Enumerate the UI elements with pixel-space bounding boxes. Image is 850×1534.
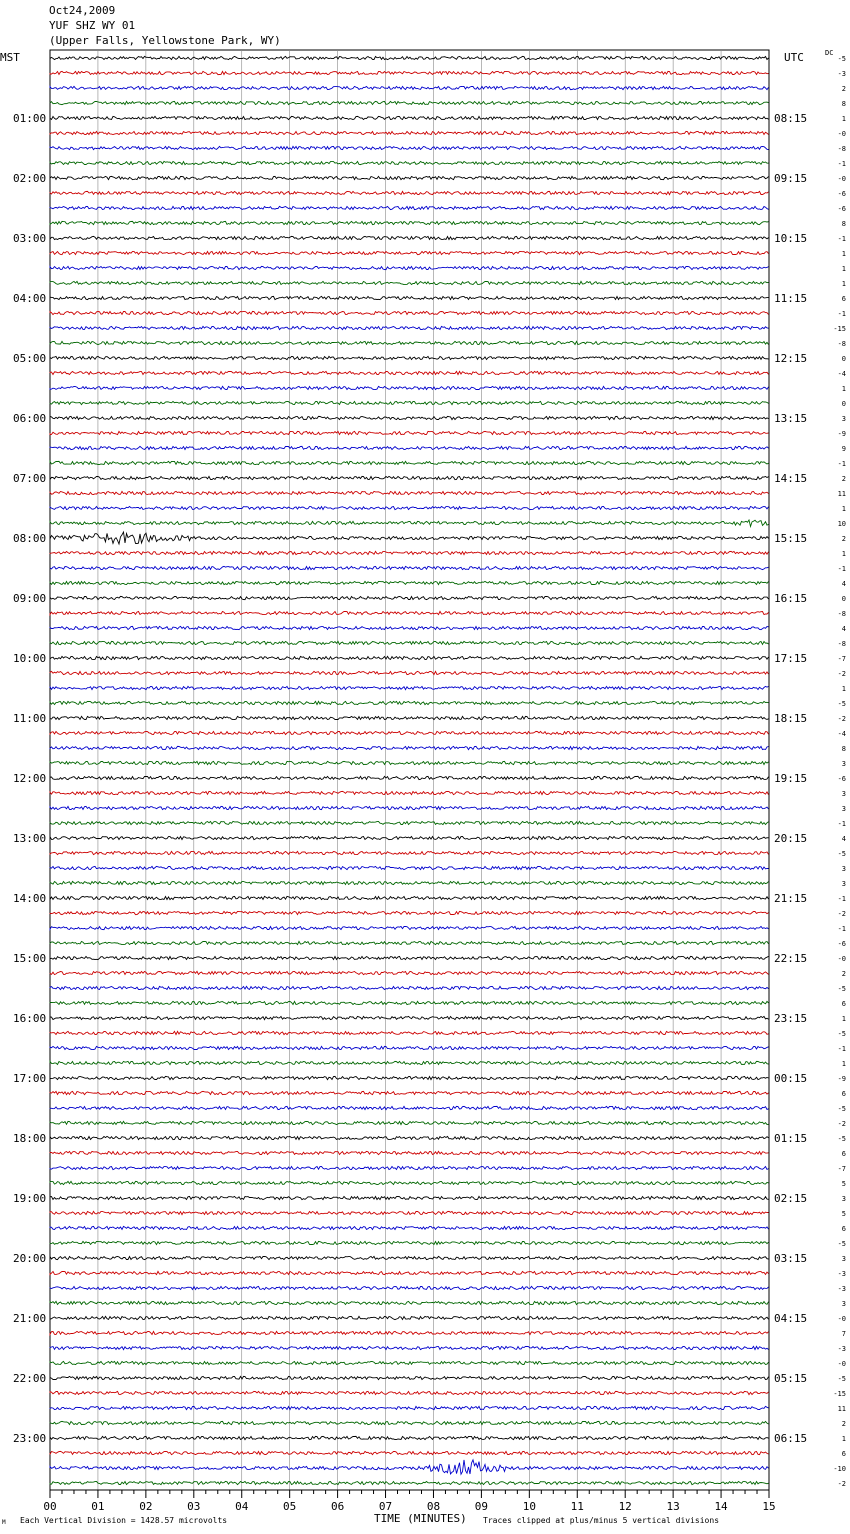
dc-offset-value: -1 xyxy=(837,160,846,168)
dc-offset-value: 0 xyxy=(841,355,846,363)
trace-line xyxy=(50,491,769,494)
dc-offset-value: 11 xyxy=(837,1405,846,1413)
dc-offset-value: -7 xyxy=(837,655,846,663)
trace-line xyxy=(50,461,769,464)
trace-line xyxy=(50,356,769,359)
trace-line xyxy=(50,1391,769,1394)
trace-line xyxy=(50,1016,769,1019)
dc-offset-value: 6 xyxy=(841,1150,846,1158)
trace-line xyxy=(50,251,769,254)
dc-offset-value: 3 xyxy=(841,865,846,873)
dc-offset-value: -4 xyxy=(837,370,846,378)
right-hour-label: 15:15 xyxy=(774,532,808,545)
trace-line xyxy=(50,1241,769,1244)
trace-line xyxy=(50,296,769,299)
dc-offset-value: 3 xyxy=(841,790,846,798)
dc-offset-value: -6 xyxy=(837,940,846,948)
trace-line xyxy=(50,176,769,179)
dc-offset-value: -2 xyxy=(837,1120,846,1128)
dc-offset-value: 7 xyxy=(841,1330,846,1338)
trace-line xyxy=(50,1421,769,1424)
right-hour-label: 22:15 xyxy=(774,952,808,965)
dc-offset-value: -1 xyxy=(837,925,846,933)
dc-offset-value: -5 xyxy=(837,985,846,993)
left-hour-label: 02:00 xyxy=(13,172,47,185)
x-tick-label: 02 xyxy=(139,1500,153,1513)
trace-line xyxy=(50,236,769,239)
dc-offset-value: 0 xyxy=(841,595,846,603)
left-hour-label: 15:00 xyxy=(13,952,47,965)
dc-offset-value: 2 xyxy=(841,535,846,543)
trace-line xyxy=(50,446,769,449)
dc-offset-value: -1 xyxy=(837,460,846,468)
scale-note: Each Vertical Division = 1428.57 microvolts xyxy=(20,1516,228,1525)
trace-line xyxy=(50,1286,769,1289)
dc-offset-value: -1 xyxy=(837,565,846,573)
trace-line xyxy=(50,821,769,824)
trace-line xyxy=(50,1076,769,1079)
x-tick-label: 15 xyxy=(762,1500,776,1513)
trace-line xyxy=(50,986,769,989)
dc-offset-value: -8 xyxy=(837,610,846,618)
left-hour-label: 01:00 xyxy=(13,112,47,125)
trace-line xyxy=(50,101,769,104)
trace-line xyxy=(50,956,769,959)
trace-line xyxy=(50,641,769,644)
trace-line xyxy=(50,1271,769,1274)
trace-line xyxy=(50,926,769,929)
x-tick-label: 07 xyxy=(378,1500,393,1513)
right-hour-label: 02:15 xyxy=(774,1192,808,1205)
dc-offset-value: 3 xyxy=(841,415,846,423)
dc-offset-value: 1 xyxy=(841,250,846,258)
trace-line xyxy=(50,1136,769,1139)
station-location: (Upper Falls, Yellowstone Park, WY) xyxy=(49,34,281,47)
trace-line xyxy=(50,371,769,374)
trace-line xyxy=(50,746,769,749)
dc-offset-value: -9 xyxy=(837,430,846,438)
dc-offset-value: 1 xyxy=(841,1435,846,1443)
left-hour-label: 23:00 xyxy=(13,1432,47,1445)
trace-line xyxy=(50,791,769,794)
right-hour-label: 14:15 xyxy=(774,472,808,485)
right-timezone-label: UTC xyxy=(784,51,804,64)
dc-offset-value: 6 xyxy=(841,1000,846,1008)
left-hour-label: 03:00 xyxy=(13,232,47,245)
dc-offset-value: 4 xyxy=(841,580,846,588)
trace-line xyxy=(50,911,769,914)
dc-offset-value: 3 xyxy=(841,1195,846,1203)
dc-offset-value: -3 xyxy=(837,70,846,78)
right-hour-label: 16:15 xyxy=(774,592,808,605)
trace-line xyxy=(50,1046,769,1049)
trace-line xyxy=(50,146,769,149)
trace-line xyxy=(50,476,769,479)
left-hour-label: 16:00 xyxy=(13,1012,47,1025)
trace-line xyxy=(50,1256,769,1259)
trace-line xyxy=(50,1376,769,1379)
dc-offset-value: -5 xyxy=(837,55,846,63)
trace-line xyxy=(50,326,769,329)
trace-line xyxy=(50,581,769,584)
x-tick-label: 05 xyxy=(283,1500,297,1513)
dc-offset-value: -0 xyxy=(837,955,846,963)
dc-offset-value: 4 xyxy=(841,625,846,633)
right-hour-label: 13:15 xyxy=(774,412,808,425)
dc-offset-value: 1 xyxy=(841,385,846,393)
trace-line xyxy=(50,1460,769,1474)
left-hour-label: 04:00 xyxy=(13,292,47,305)
left-hour-label: 21:00 xyxy=(13,1312,47,1325)
dc-offset-value: -6 xyxy=(837,775,846,783)
dc-offset-value: 5 xyxy=(841,1210,846,1218)
x-tick-label: 08 xyxy=(426,1500,441,1513)
right-hour-label: 08:15 xyxy=(774,112,808,125)
trace-line xyxy=(50,1361,769,1364)
dc-offset-value: -0 xyxy=(837,1360,846,1368)
dc-offset-value: -2 xyxy=(837,715,846,723)
x-tick-label: 00 xyxy=(43,1500,57,1513)
trace-line xyxy=(50,221,769,224)
dc-offset-value: 2 xyxy=(841,1420,846,1428)
record-date: Oct24,2009 xyxy=(49,4,116,17)
trace-line xyxy=(50,1436,769,1439)
left-hour-label: 14:00 xyxy=(13,892,47,905)
dc-offset-value: -1 xyxy=(837,235,846,243)
trace-line xyxy=(50,1301,769,1304)
dc-offset-value: 1 xyxy=(841,115,846,123)
trace-line xyxy=(50,281,769,284)
dc-offset-value: 6 xyxy=(841,1225,846,1233)
dc-offset-value: -0 xyxy=(837,1315,846,1323)
trace-line xyxy=(50,851,769,854)
x-tick-label: 06 xyxy=(330,1500,345,1513)
right-hour-label: 23:15 xyxy=(774,1012,808,1025)
trace-line xyxy=(50,806,769,809)
dc-offset-value: 9 xyxy=(841,445,846,453)
dc-offset-value: 3 xyxy=(841,1255,846,1263)
dc-offset-value: -3 xyxy=(837,1285,846,1293)
trace-line xyxy=(50,671,769,674)
trace-line xyxy=(50,611,769,614)
trace-line xyxy=(50,866,769,869)
trace-line xyxy=(50,520,769,527)
trace-line xyxy=(50,941,769,944)
trace-line xyxy=(50,896,769,899)
trace-line xyxy=(50,401,769,404)
dc-offset-value: -1 xyxy=(837,820,846,828)
dc-offset-value: -8 xyxy=(837,145,846,153)
trace-line xyxy=(50,1106,769,1109)
right-hour-label: 18:15 xyxy=(774,712,808,725)
left-hour-label: 11:00 xyxy=(13,712,47,725)
dc-offset-value: -6 xyxy=(837,205,846,213)
trace-line xyxy=(50,1211,769,1214)
dc-offset-value: -2 xyxy=(837,1480,846,1488)
left-hour-label: 17:00 xyxy=(13,1072,47,1085)
left-hour-label: 05:00 xyxy=(13,352,47,365)
right-hour-label: 05:15 xyxy=(774,1372,808,1385)
trace-line xyxy=(50,1181,769,1184)
dc-offset-value: 1 xyxy=(841,280,846,288)
right-hour-label: 03:15 xyxy=(774,1252,808,1265)
x-tick-label: 03 xyxy=(187,1500,201,1513)
trace-line xyxy=(50,566,769,569)
x-tick-label: 10 xyxy=(522,1500,536,1513)
dc-offset-value: 4 xyxy=(841,835,846,843)
right-hour-label: 20:15 xyxy=(774,832,808,845)
station-code: YUF SHZ WY 01 xyxy=(49,19,136,32)
dc-offset-value: -5 xyxy=(837,700,846,708)
dc-offset-value: 6 xyxy=(841,1450,846,1458)
time-axis xyxy=(43,1490,775,1513)
left-hour-label: 08:00 xyxy=(13,532,47,545)
dc-offset-value: -1 xyxy=(837,1045,846,1053)
dc-offset-value: 3 xyxy=(841,805,846,813)
trace-line xyxy=(50,1166,769,1169)
right-hour-label: 21:15 xyxy=(774,892,808,905)
dc-offset-value: 8 xyxy=(841,100,846,108)
dc-offset-value: -0 xyxy=(837,130,846,138)
trace-line xyxy=(50,191,769,194)
left-hour-label: 09:00 xyxy=(13,592,47,605)
trace-line xyxy=(50,532,769,544)
dc-offset-value: 10 xyxy=(837,520,846,528)
dc-offset-value: 2 xyxy=(841,475,846,483)
dc-offset-value: 8 xyxy=(841,745,846,753)
right-hour-label: 12:15 xyxy=(774,352,808,365)
dc-offset-value: 1 xyxy=(841,265,846,273)
trace-line xyxy=(50,1001,769,1004)
x-axis-label: TIME (MINUTES) xyxy=(374,1512,467,1525)
dc-offset-value: 6 xyxy=(841,295,846,303)
dc-offset-value: -1 xyxy=(837,895,846,903)
trace-line xyxy=(50,506,769,509)
trace-line xyxy=(50,1121,769,1124)
dc-offset-value: -5 xyxy=(837,1105,846,1113)
dc-offset-value: -8 xyxy=(837,640,846,648)
trace-line xyxy=(50,701,769,704)
trace-line xyxy=(50,86,769,89)
trace-line xyxy=(50,881,769,884)
trace-line xyxy=(50,1091,769,1094)
clip-note: Traces clipped at plus/minus 5 vertical divisions xyxy=(483,1516,720,1525)
trace-line xyxy=(50,716,769,719)
right-hour-label: 19:15 xyxy=(774,772,808,785)
right-hour-label: 17:15 xyxy=(774,652,808,665)
trace-line xyxy=(50,116,769,119)
trace-line xyxy=(50,161,769,164)
dc-offset-value: -9 xyxy=(837,1075,846,1083)
corner-mark: M xyxy=(2,1519,6,1526)
dc-offset-value: 1 xyxy=(841,1060,846,1068)
x-tick-label: 11 xyxy=(570,1500,584,1513)
dc-offset-value: 2 xyxy=(841,970,846,978)
trace-line xyxy=(50,131,769,134)
dc-offset-value: -3 xyxy=(837,1345,846,1353)
x-tick-label: 01 xyxy=(91,1500,105,1513)
trace-line xyxy=(50,1406,769,1409)
dc-offset-value: 11 xyxy=(837,490,846,498)
dc-offset-value: -15 xyxy=(833,1390,846,1398)
trace-line xyxy=(50,311,769,314)
dc-offset-value: -1 xyxy=(837,310,846,318)
right-hour-label: 01:15 xyxy=(774,1132,808,1145)
dc-offset-value: -8 xyxy=(837,340,846,348)
trace-line xyxy=(50,596,769,599)
left-hour-label: 07:00 xyxy=(13,472,47,485)
trace-line xyxy=(50,686,769,689)
trace-line xyxy=(50,971,769,974)
trace-line xyxy=(50,431,769,434)
trace-line xyxy=(50,1331,769,1334)
dc-offset-value: -5 xyxy=(837,1375,846,1383)
left-hour-label: 19:00 xyxy=(13,1192,47,1205)
trace-line xyxy=(50,416,769,419)
trace-line xyxy=(50,206,769,209)
dc-offset-value: 1 xyxy=(841,1015,846,1023)
dc-offset-value: -2 xyxy=(837,670,846,678)
x-tick-label: 14 xyxy=(714,1500,728,1513)
dc-offset-value: 6 xyxy=(841,1090,846,1098)
trace-line xyxy=(50,1226,769,1229)
trace-line xyxy=(50,626,769,629)
left-hour-label: 13:00 xyxy=(13,832,47,845)
trace-line xyxy=(50,1316,769,1319)
dc-offset-value: -10 xyxy=(833,1465,846,1473)
trace-line xyxy=(50,1451,769,1454)
dc-offset-value: 0 xyxy=(841,400,846,408)
trace-line xyxy=(50,56,769,59)
trace-line xyxy=(50,386,769,389)
trace-line xyxy=(50,761,769,764)
trace-line xyxy=(50,266,769,269)
dc-offset-value: -6 xyxy=(837,190,846,198)
dc-offset-value: 3 xyxy=(841,1300,846,1308)
left-hour-label: 18:00 xyxy=(13,1132,47,1145)
dc-offset-value: -7 xyxy=(837,1165,846,1173)
dc-offset-value: -5 xyxy=(837,1135,846,1143)
dc-offset-value: -3 xyxy=(837,1270,846,1278)
trace-line xyxy=(50,551,769,554)
right-hour-label: 00:15 xyxy=(774,1072,808,1085)
trace-line xyxy=(50,71,769,74)
x-tick-label: 09 xyxy=(474,1500,489,1513)
dc-offset-value: 3 xyxy=(841,880,846,888)
dc-offset-value: -4 xyxy=(837,730,846,738)
dc-offset-value: -5 xyxy=(837,850,846,858)
left-hour-label: 22:00 xyxy=(13,1372,47,1385)
left-hour-label: 10:00 xyxy=(13,652,47,665)
dc-offset-value: -15 xyxy=(833,325,846,333)
trace-line xyxy=(50,836,769,839)
right-hour-label: 11:15 xyxy=(774,292,808,305)
x-tick-label: 13 xyxy=(666,1500,680,1513)
trace-line xyxy=(50,1151,769,1154)
x-tick-label: 12 xyxy=(618,1500,632,1513)
dc-offset-value: 8 xyxy=(841,220,846,228)
trace-line xyxy=(50,656,769,659)
trace-lines xyxy=(50,56,769,1484)
dc-offset-value: -0 xyxy=(837,175,846,183)
left-hour-label: 06:00 xyxy=(13,412,47,425)
trace-line xyxy=(50,1346,769,1349)
dc-offset-value: -2 xyxy=(837,910,846,918)
trace-line xyxy=(50,1481,769,1484)
trace-line xyxy=(50,1196,769,1199)
trace-line xyxy=(50,776,769,779)
dc-offset-value: 5 xyxy=(841,1180,846,1188)
right-hour-label: 06:15 xyxy=(774,1432,808,1445)
dc-offset-value: 2 xyxy=(841,85,846,93)
right-hour-label: 09:15 xyxy=(774,172,808,185)
left-timezone-label: MST xyxy=(0,51,20,64)
dc-offset-value: -5 xyxy=(837,1030,846,1038)
trace-line xyxy=(50,1061,769,1064)
right-hour-label: 10:15 xyxy=(774,232,808,245)
left-hour-label: 12:00 xyxy=(13,772,47,785)
dc-offset-value: 1 xyxy=(841,685,846,693)
left-hour-label: 20:00 xyxy=(13,1252,47,1265)
dc-offset-value: 1 xyxy=(841,550,846,558)
trace-line xyxy=(50,731,769,734)
right-hour-label: 04:15 xyxy=(774,1312,808,1325)
trace-line xyxy=(50,341,769,344)
x-tick-label: 04 xyxy=(235,1500,249,1513)
trace-line xyxy=(50,1031,769,1034)
dc-offset-value: -5 xyxy=(837,1240,846,1248)
dc-offset-header: DC xyxy=(825,49,834,57)
dc-offset-value: 3 xyxy=(841,760,846,768)
dc-offset-value: 1 xyxy=(841,505,846,513)
